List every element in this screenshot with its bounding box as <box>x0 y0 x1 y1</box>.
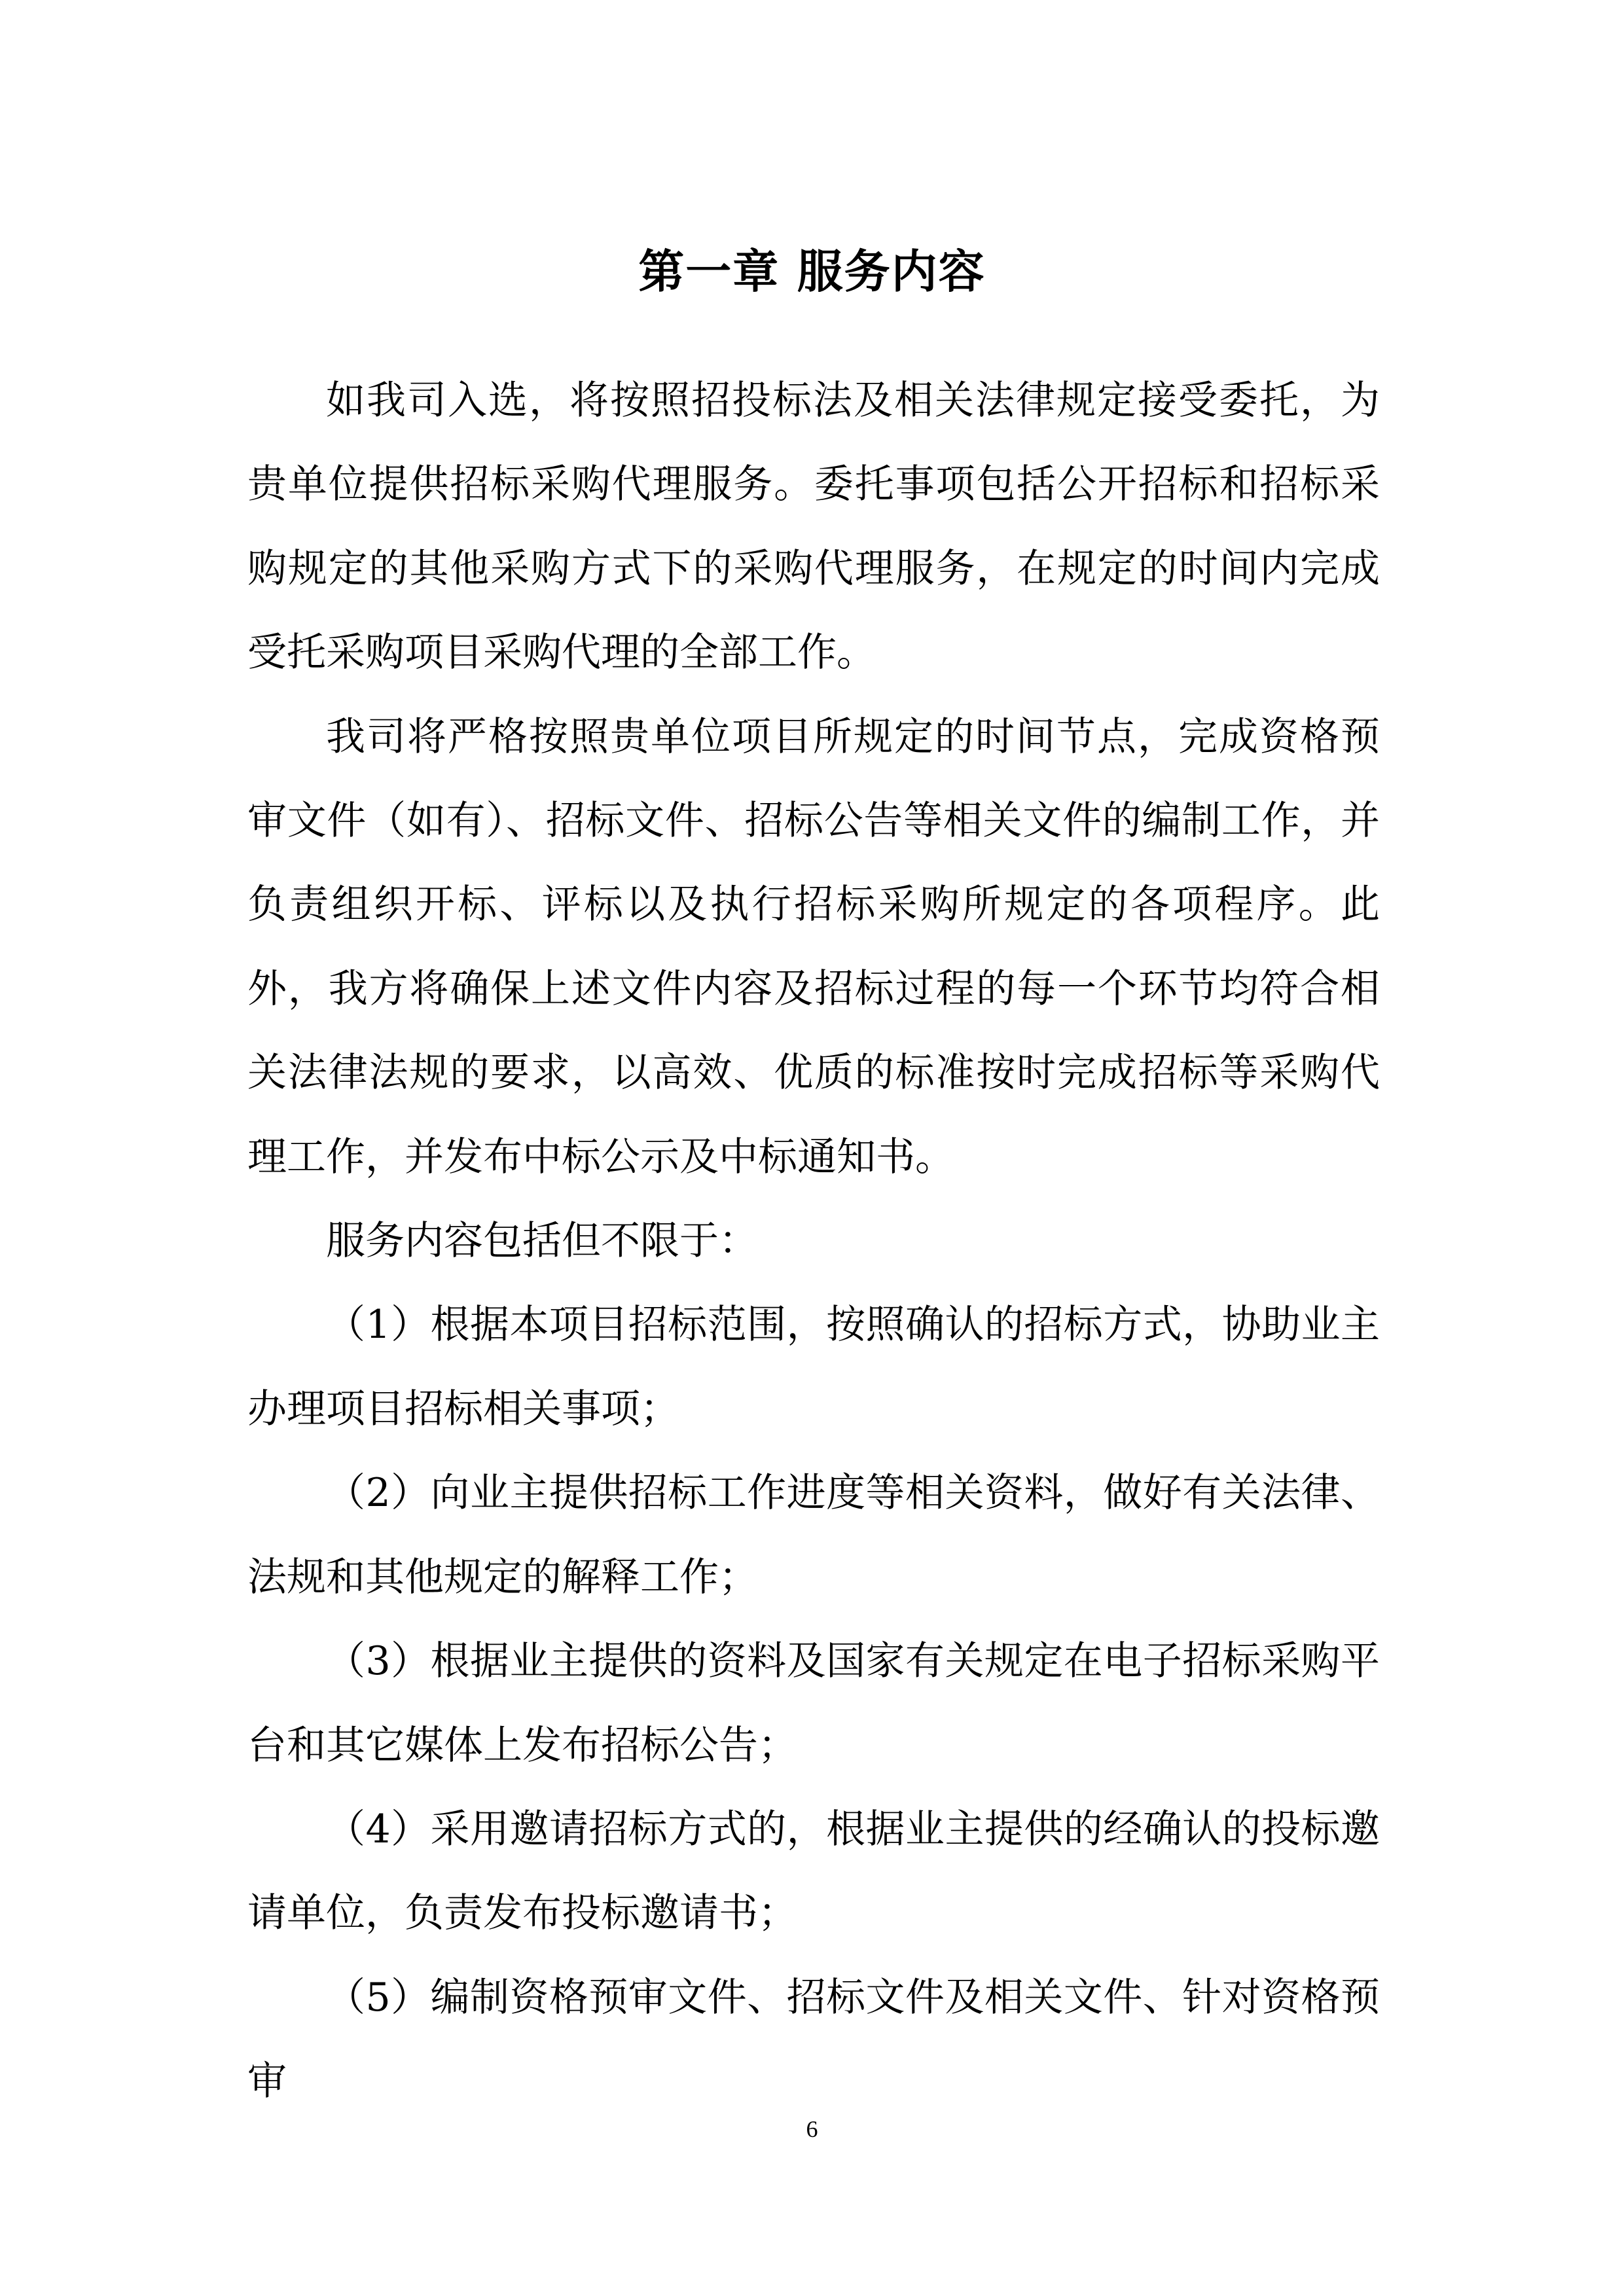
paragraph-commitment: 我司将严格按照贵单位项目所规定的时间节点，完成资格预审文件（如有）、招标文件、招标公告等相关文件的编制工作，并负责组织开标、评标以及执行招标采购所规定的各项程序。此外，我方将确保上述文件内容及招标过程的每一个环节均符合相关法律法规的要求，以高效、优质的标准按时完成招标等采购代理工作，并发布中标公示及中标通知书。 <box>247 713 1380 1180</box>
paragraph-scope-heading: 服务内容包括但不限于： <box>326 1218 758 1265</box>
chapter-title: 第一章 服务内容 <box>638 244 986 298</box>
list-item-4: （4）采用邀请招标方式的，根据业主提供的经确认的投标邀请单位，负责发布投标邀请书； <box>247 1806 1380 1937</box>
list-item-1: （1）根据本项目招标范围，按照确认的招标方式，协助业主办理项目招标相关事项； <box>247 1302 1380 1432</box>
list-item-5: （5）编制资格预审文件、招标文件及相关文件、针对资格预审 <box>247 1974 1380 2105</box>
list-item-3: （3）根据业主提供的资料及国家有关规定在电子招标采购平台和其它媒体上发布招标公告； <box>247 1638 1380 1768</box>
list-item-2: （2）向业主提供招标工作进度等相关资料，做好有关法律、法规和其他规定的解释工作； <box>247 1470 1380 1600</box>
paragraph-intro: 如我司入选，将按照招投标法及相关法律规定接受委托，为贵单位提供招标采购代理服务。委托事项包括公开招标和招标采购规定的其他采购方式下的采购代理服务，在规定的时间内完成受托采购项目采购代理的全部工作。 <box>247 378 1380 676</box>
body-text <box>247 359 1380 2124</box>
page-number: 6 <box>806 2116 818 2142</box>
